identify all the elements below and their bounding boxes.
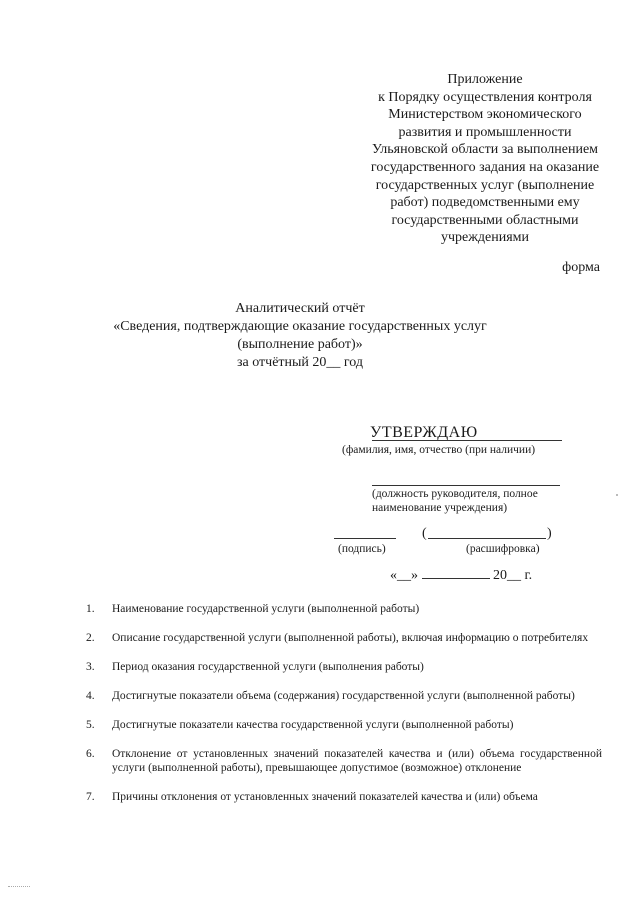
list-item (86, 718, 602, 732)
scan-artifact (8, 886, 30, 887)
position-caption-1: (должность руководителя, полное (372, 488, 538, 500)
name-blank-line (372, 440, 562, 441)
item-number: 3. (86, 661, 95, 673)
date-day: «__» (390, 568, 418, 583)
item-number: 1. (86, 603, 95, 615)
item-text: Описание государственной услуги (выполненной работы), включая информацию о потребителях (112, 632, 589, 644)
list-item (86, 660, 602, 674)
form-label: форма (562, 260, 600, 275)
position-blank-line (372, 485, 560, 486)
list-item (86, 790, 602, 804)
item-number: 6. (86, 748, 95, 760)
item-number: 2. (86, 632, 95, 644)
item-number: 5. (86, 719, 95, 731)
date-year: 20__ г. (493, 568, 533, 583)
item-text: Наименование государственной услуги (выполненной работы) (112, 603, 420, 615)
report-title (110, 300, 490, 372)
appendix-line: Приложение (447, 72, 523, 87)
item-text: Причины отклонения от установленных значений показателей качества и (или) объема (112, 791, 538, 803)
decoding-caption: (расшифровка) (466, 543, 540, 555)
item-number: 4. (86, 690, 95, 702)
decoding-blank-line (428, 538, 546, 539)
list-item (86, 747, 602, 775)
signature-blank-line (334, 538, 396, 539)
list-item (86, 631, 602, 645)
signature-caption: (подпись) (338, 543, 386, 555)
scan-artifact (616, 494, 618, 496)
approval-date (390, 566, 532, 584)
decoding-paren-open: ( (422, 526, 427, 541)
decoding-paren-close: ) (547, 526, 552, 541)
appendix-line: учреждениями (440, 230, 530, 246)
appendix-line: работ) подведомственными ему (390, 195, 580, 211)
item-number: 7. (86, 791, 95, 803)
appendix-line: государственного задания на оказание (370, 159, 600, 175)
report-title-line: (выполнение работ)» (237, 337, 363, 352)
appendix-header (340, 71, 630, 247)
date-month-blank (422, 566, 490, 579)
appendix-line: Ульяновской области за выполнением (371, 142, 599, 158)
appendix-line: Министерством экономического (388, 107, 582, 123)
position-caption-2: наименование учреждения) (372, 502, 508, 514)
report-title-line: «Сведения, подтверждающие оказание государственных услуг (113, 319, 487, 334)
list-item (86, 689, 602, 703)
item-text: Достигнутые показатели объема (содержания) государственной услуги (выполненной работы) (112, 690, 575, 702)
item-text: Достигнутые показатели качества государственной услуги (выполненной работы) (112, 719, 514, 731)
report-items-list (86, 602, 602, 819)
list-item (86, 602, 602, 616)
item-text: Период оказания государственной услуги (выполнения работы) (112, 661, 424, 673)
appendix-line: государственными областными (391, 212, 579, 228)
report-title-line: за отчётный 20__ год (236, 355, 364, 370)
name-caption: (фамилия, имя, отчество (при наличии) (342, 444, 536, 456)
appendix-line: государственных услуг (выполнение (375, 177, 595, 193)
appendix-line: к Порядку осуществления контроля (378, 89, 592, 105)
item-text: Отклонение от установленных значений показателей качества и (или) объема государственной услуги (выполненной работы), превышающее допустимое (возможное) отклонение (112, 748, 602, 774)
appendix-line: развития и промышленности (398, 124, 572, 140)
report-title-line: Аналитический отчёт (235, 301, 365, 316)
approval-title: УТВЕРЖДАЮ (370, 424, 478, 441)
